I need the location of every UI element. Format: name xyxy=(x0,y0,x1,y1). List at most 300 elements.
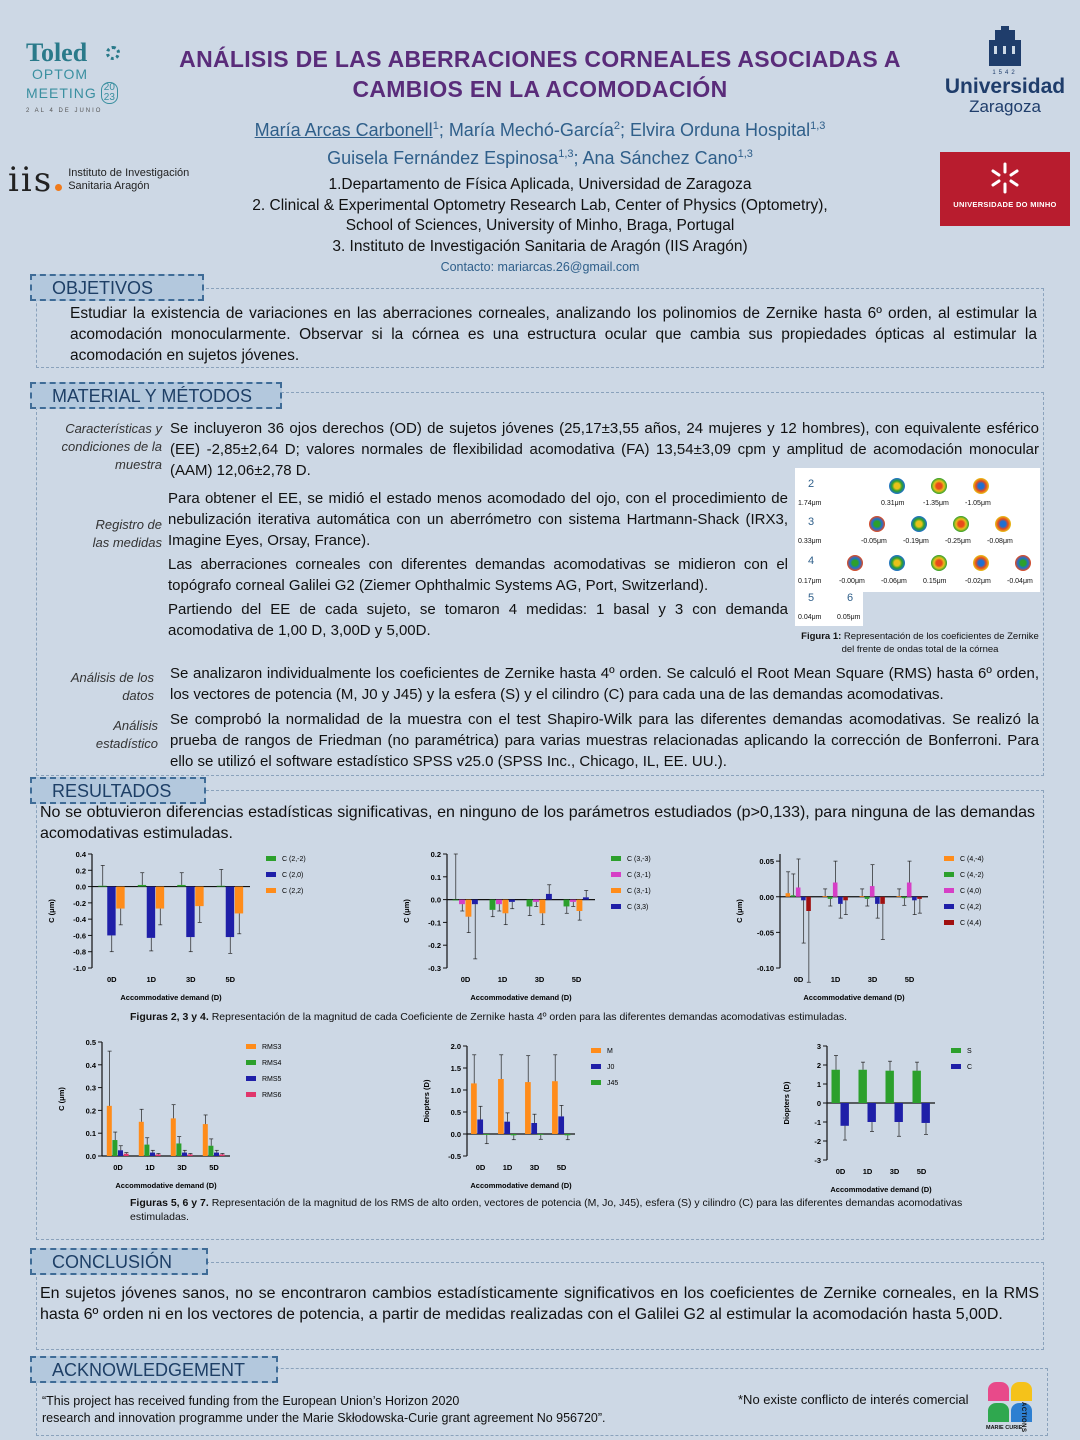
mca-face-icon xyxy=(1011,1382,1032,1401)
legend-swatch xyxy=(944,872,954,877)
zernike-map xyxy=(889,555,905,571)
y-tick-label: 0 xyxy=(816,1099,821,1108)
y-tick-label: -3 xyxy=(814,1156,821,1165)
affiliation-2b: School of Sciences, University of Minho, Braga, Portugal xyxy=(345,217,735,234)
fig1-val: 0.05μm xyxy=(837,614,861,621)
registro-label: Registro de las medidas xyxy=(92,517,162,550)
y-tick-label: 1.5 xyxy=(450,1064,461,1073)
y-tick-label: -0.05 xyxy=(756,928,774,938)
legend-swatch xyxy=(944,920,954,925)
bar xyxy=(171,1118,176,1156)
legend-label: C (2,2) xyxy=(282,888,304,895)
bar xyxy=(195,887,203,907)
bar xyxy=(466,900,472,917)
x-tick-label: 5D xyxy=(916,1167,927,1176)
author-1: María Arcas Carbonell xyxy=(254,120,433,140)
x-tick-label: 0D xyxy=(460,975,471,984)
bar xyxy=(832,1070,840,1103)
bar xyxy=(859,1070,867,1103)
toledo-logo-dates: 2 AL 4 DE JUNIO xyxy=(26,108,103,114)
bar xyxy=(902,897,907,898)
bar xyxy=(552,1081,558,1134)
figure-1 xyxy=(795,468,1040,626)
fig1-val: -0.06μm xyxy=(881,578,907,585)
bar xyxy=(226,887,234,937)
fig1-order-3: 3 xyxy=(808,516,815,528)
legend-label: C (3,-1) xyxy=(627,888,651,895)
x-tick-label: 0D xyxy=(475,1163,486,1172)
bar xyxy=(897,896,902,897)
toledo-year-2: 23 xyxy=(103,92,115,103)
legend-swatch xyxy=(611,888,621,893)
mca-face-icon xyxy=(988,1403,1009,1422)
bar xyxy=(865,897,870,899)
mca-face-icon xyxy=(988,1382,1009,1401)
fig1-val: 0.17μm xyxy=(798,578,822,585)
author-4-sup: 1,3 xyxy=(558,148,574,160)
bar xyxy=(823,896,828,897)
legend-label: RMS5 xyxy=(262,1076,282,1083)
x-tick-label: 0D xyxy=(106,975,117,984)
x-axis-label: Accommodative demand (D) xyxy=(120,993,222,1002)
bar xyxy=(453,900,459,901)
unizar-year: 1542 xyxy=(992,70,1018,76)
y-axis-label: Diopters (D) xyxy=(782,1081,791,1125)
x-tick-label: 3D xyxy=(534,975,545,984)
bar xyxy=(558,1116,564,1134)
bar xyxy=(124,1154,129,1156)
bar xyxy=(147,887,155,938)
bar xyxy=(868,1103,876,1122)
legend-label: M xyxy=(607,1048,613,1055)
legend-label: C (3,3) xyxy=(627,904,649,911)
legend-label: S xyxy=(967,1048,972,1055)
bar xyxy=(527,900,533,907)
affiliation-3: 3. Instituto de Investigación Sanitaria de Aragón (IIS Aragón) xyxy=(332,237,748,255)
legend-swatch xyxy=(266,856,276,861)
bar xyxy=(540,900,546,914)
bar xyxy=(907,883,912,897)
legend-label: RMS6 xyxy=(262,1092,282,1099)
y-tick-label: -0.1 xyxy=(428,918,441,928)
bar xyxy=(138,885,146,887)
bar xyxy=(791,895,796,896)
bar xyxy=(504,1122,510,1134)
minho-logo xyxy=(940,152,1070,226)
x-axis-label: Accommodative demand (D) xyxy=(470,993,572,1002)
legend-swatch xyxy=(591,1064,601,1069)
y-tick-label: 0.0 xyxy=(75,882,86,892)
figure-1-caption-text: Representación de los coeficientes de Zernike del frente de ondas total de la córnea xyxy=(841,631,1039,655)
y-tick-label: 0.5 xyxy=(450,1108,461,1117)
x-tick-label: 0D xyxy=(793,975,804,984)
estadistico-text: Se comprobó la normalidad de la muestra con el test Shapiro-Wilk para las diferentes demandas acomodativas. Se realizó la prueba de rangos de Friedman (no paramétrica) para varias muestras relacionadas aplicando la corrección de Bonferroni. Para ello se utilizó el software estadístico SPSS v25.0 (SPSS Inc., Chicago, IL, EE. UU.). xyxy=(170,711,1039,770)
legend-swatch xyxy=(951,1064,961,1069)
bar xyxy=(144,1145,149,1156)
iisa-line-1: Instituto de Investigación xyxy=(68,167,190,179)
bar xyxy=(583,897,589,899)
x-axis-label: Accommodative demand (D) xyxy=(830,1185,932,1194)
muestra-label: Características y condiciones de la muestra xyxy=(61,421,162,472)
legend-label: C (4,-4) xyxy=(960,856,984,863)
bar xyxy=(917,897,922,899)
legend-swatch xyxy=(944,904,954,909)
mca-side-text: ACTIONS xyxy=(1020,1402,1026,1433)
bar xyxy=(546,894,552,900)
fig1-order-4: 4 xyxy=(808,555,815,567)
unizar-building-icon xyxy=(985,26,1025,70)
y-tick-label: -0.6 xyxy=(73,931,86,941)
x-tick-label: 5D xyxy=(571,975,582,984)
iisa-logo xyxy=(8,150,228,210)
bar xyxy=(186,887,194,937)
contact-email: Contacto: mariarcas.26@gmail.com xyxy=(440,260,640,274)
legend-label: J45 xyxy=(607,1080,619,1087)
author-2: ; María Mechó-García xyxy=(438,120,614,140)
zernike-map xyxy=(931,555,947,571)
x-axis-label: Accommodative demand (D) xyxy=(803,993,905,1002)
bar xyxy=(564,900,570,907)
legend-label: RMS3 xyxy=(262,1044,282,1051)
fig1-val: -0.00μm xyxy=(839,578,865,585)
legend-swatch xyxy=(266,872,276,877)
bar xyxy=(922,1103,930,1123)
bar xyxy=(860,896,865,897)
bar xyxy=(107,1106,112,1156)
y-tick-label: 0.2 xyxy=(75,866,86,876)
title-line-2: CAMBIOS EN LA ACOMODACIÓN xyxy=(352,76,728,102)
caption-1-text: Representación de la magnitud de cada Coeficiente de Zernike hasta 4º orden para las diferentes demandas acomodativas estimuladas. xyxy=(208,1011,848,1023)
bar xyxy=(188,1154,193,1156)
minho-text: UNIVERSIDADE DO MINHO xyxy=(953,200,1057,209)
bar xyxy=(838,897,843,904)
bar xyxy=(828,897,833,899)
bar xyxy=(577,900,583,911)
y-tick-label: 0.1 xyxy=(430,872,441,882)
fig1-order-2: 2 xyxy=(808,478,815,490)
chart-fig3 xyxy=(395,842,715,1004)
affiliation-2: 2. Clinical & Experimental Optometry Research Lab, Center of Physics (Optometry), xyxy=(252,196,828,214)
bar xyxy=(806,897,811,911)
bar xyxy=(182,1153,187,1156)
legend-label: C (4,2) xyxy=(960,904,982,911)
y-tick-label: -0.2 xyxy=(73,898,86,908)
bar xyxy=(471,1083,477,1134)
zernike-map xyxy=(1015,555,1031,571)
ack-line-1: “This project has received funding from the European Union’s Horizon 2020 xyxy=(42,1394,460,1408)
bar xyxy=(217,886,225,887)
legend-swatch xyxy=(246,1060,256,1065)
y-tick-label: -0.2 xyxy=(428,941,441,951)
x-axis-label: Accommodative demand (D) xyxy=(115,1181,217,1190)
y-tick-label: 2.0 xyxy=(450,1042,461,1051)
x-tick-label: 1D xyxy=(146,975,157,984)
bar xyxy=(220,1154,225,1156)
legend-label: RMS4 xyxy=(262,1060,282,1067)
ack-text xyxy=(42,1393,742,1427)
legend-label: C xyxy=(967,1064,973,1071)
toledo-logo-year xyxy=(101,82,118,104)
bar xyxy=(570,900,576,902)
bar xyxy=(509,900,515,902)
legend-label: C (3,-3) xyxy=(627,856,651,863)
author-2-sup: 2 xyxy=(613,120,620,132)
bar xyxy=(156,887,164,909)
bar xyxy=(116,887,124,909)
bar xyxy=(801,897,806,901)
fig1-val: -1.35μm xyxy=(923,500,949,507)
x-tick-label: 1D xyxy=(862,1167,873,1176)
bar xyxy=(98,886,106,887)
iisa-dot-icon xyxy=(55,184,62,191)
bar xyxy=(112,1140,117,1156)
y-tick-label: 0.1 xyxy=(85,1129,96,1139)
conflict-note: *No existe conflicto de interés comercial xyxy=(738,1392,969,1407)
bar xyxy=(565,1134,571,1135)
unizar-name: Universidad xyxy=(944,75,1066,98)
bar xyxy=(833,883,838,897)
author-4: Guisela Fernández Espinosa xyxy=(327,148,559,168)
caption-2-label: Figuras 5, 6 y 7. xyxy=(130,1197,209,1209)
legend-swatch xyxy=(944,888,954,893)
author-5-sup: 1,3 xyxy=(737,148,753,160)
legend-swatch xyxy=(611,856,621,861)
y-tick-label: 0.0 xyxy=(85,1152,96,1161)
legend-swatch xyxy=(246,1092,256,1097)
analisis-label: Análisis de los datos xyxy=(70,670,154,703)
y-tick-label: -0.4 xyxy=(73,915,86,925)
analisis-text: Se analizaron individualmente los coeficientes de Zernike hasta 4º orden. Se calculó el Root Mean Square (RMS) hasta 6º orden, los vectores de potencia (M, J0 y J45) y la esfera (S) y el cilindro (C) para cada una de las demandas acomodativas. xyxy=(170,665,1039,703)
legend-label: C (2,-2) xyxy=(282,856,306,863)
x-tick-label: 1D xyxy=(145,1163,155,1172)
y-axis-label: Diopters (D) xyxy=(422,1079,431,1123)
bar xyxy=(177,885,185,887)
legend-swatch xyxy=(611,904,621,909)
chart-fig4 xyxy=(728,842,1048,1004)
bar xyxy=(886,1071,894,1103)
bar xyxy=(533,900,539,902)
toledo-logo-optom: OPTOM xyxy=(32,66,89,82)
chart-fig7 xyxy=(775,1034,1055,1196)
legend-label: C (2,0) xyxy=(282,872,304,879)
ack-heading: ACKNOWLEDGEMENT xyxy=(30,1356,278,1383)
y-tick-label: 1.0 xyxy=(450,1086,461,1095)
x-tick-label: 3D xyxy=(177,1163,187,1172)
registro-p1: Para obtener el EE, se midió el estado menos acomodado del ojo, con el procedimiento de nebulización iterativa automática con un aberrómetro con sistema Hartmann-Shack (IRX3, Imagine Eyes, Orsay, France). xyxy=(168,490,788,549)
fig1-val: -0.25μm xyxy=(945,538,971,545)
bar xyxy=(531,1123,537,1134)
minho-star-icon xyxy=(985,158,1025,198)
author-3-sup: 1,3 xyxy=(810,120,826,132)
legend-swatch xyxy=(246,1076,256,1081)
y-tick-label: -0.8 xyxy=(73,947,86,957)
bar xyxy=(214,1153,219,1156)
bar xyxy=(895,1103,903,1122)
bar xyxy=(484,1134,490,1135)
x-tick-label: 3D xyxy=(889,1167,900,1176)
legend-swatch xyxy=(951,1048,961,1053)
zernike-map xyxy=(847,555,863,571)
x-tick-label: 1D xyxy=(502,1163,513,1172)
bar xyxy=(139,1122,144,1156)
toledo-logo-meeting: MEETING xyxy=(26,85,97,101)
bar xyxy=(490,900,496,910)
legend-label: C (4,4) xyxy=(960,920,982,927)
toledo-logo-title: Toled xyxy=(26,38,88,67)
x-tick-label: 0D xyxy=(113,1163,123,1172)
conclusion-text: En sujetos jóvenes sanos, no se encontraron cambios estadísticamente significativos en los coeficientes de Zernike corneales, en la RMS hasta 6º orden ni en los vectores de potencia, a partir de medidas realizadas con el Galilei G2 al estimular la acomodación hasta 5,00D. xyxy=(40,1285,1039,1323)
title-line-1: ANÁLISIS DE LAS ABERRACIONES CORNEALES ASOCIADAS A xyxy=(179,46,901,72)
legend-label: C (4,-2) xyxy=(960,872,984,879)
bar xyxy=(459,900,465,905)
x-tick-label: 5D xyxy=(225,975,236,984)
fig1-val: -0.04μm xyxy=(1007,578,1033,585)
x-tick-label: 3D xyxy=(185,975,196,984)
fig1-val: 1.74μm xyxy=(798,500,822,507)
figures-5-7-caption xyxy=(130,1196,1010,1224)
bar xyxy=(118,1150,123,1156)
affiliations xyxy=(200,175,880,257)
toledo-year-1: 20 xyxy=(103,82,115,93)
bar xyxy=(786,893,791,897)
bar xyxy=(841,1103,849,1126)
zernike-map xyxy=(931,478,947,494)
zernike-map xyxy=(973,555,989,571)
x-tick-label: 3D xyxy=(529,1163,540,1172)
figure-1-caption-label: Figura 1: xyxy=(801,631,842,642)
figure-1-caption xyxy=(800,630,1040,656)
bar xyxy=(107,887,115,936)
legend-swatch xyxy=(266,888,276,893)
fig1-order-5: 5 xyxy=(808,592,815,604)
zernike-map xyxy=(889,478,905,494)
unizar-city: Zaragoza xyxy=(969,97,1041,116)
legend-swatch xyxy=(944,856,954,861)
metodos-heading: MATERIAL Y MÉTODOS xyxy=(30,382,282,409)
y-axis-label: C (μm) xyxy=(57,1087,66,1111)
caption-2-text: Representación de la magnitud de los RMS de alto orden, vectores de potencia (M, Jo, J45), esfera (S) y cilindro (C) para las diferentes demandas acomodativas estimuladas. xyxy=(130,1197,963,1223)
x-axis-label: Accommodative demand (D) xyxy=(470,1181,572,1190)
x-tick-label: 3D xyxy=(867,975,878,984)
bar xyxy=(203,1124,208,1156)
legend-label: J0 xyxy=(607,1064,615,1071)
objetivos-text: Estudiar la existencia de variaciones en las aberraciones corneales, analizando los polinomios de Zernike hasta 6º orden, al estimular la acomodación monocularmente. Observar si la córnea es una estructura ocular que cambia sus propiedades ópticas al estimular la acomodación en sujetos jóvenes. xyxy=(70,305,1037,364)
y-tick-label: -1.0 xyxy=(73,964,86,973)
bar xyxy=(875,897,880,904)
bar xyxy=(503,900,509,914)
poster-title xyxy=(140,44,940,104)
fig1-order-6: 6 xyxy=(847,592,854,604)
iisa-line-2: Sanitaria Aragón xyxy=(68,180,150,192)
author-1-sup: 1 xyxy=(432,120,439,132)
ack-line-2: research and innovation programme under the Marie Skłodowska-Curie grant agreement No 956720”. xyxy=(42,1411,606,1425)
zernike-map xyxy=(869,516,885,532)
zernike-map xyxy=(973,478,989,494)
bar xyxy=(912,897,917,901)
legend-label: C (3,-1) xyxy=(627,872,651,879)
toledo-logo-sun-icon xyxy=(106,46,120,60)
muestra-text: Se incluyeron 36 ojos derechos (OD) de sujetos jóvenes (25,17±3,55 años, 24 mujeres y 12 hombres), con equivalente esférico (EE) -2,85±2,64 D; valores normales de flexibilidad acomodativa (FA) 13,54±3,09 cpm y amplitud de acomodación monocular (AAM) 12,06±2,78 D. xyxy=(170,420,1039,479)
bar xyxy=(208,1146,213,1156)
x-tick-label: 1D xyxy=(830,975,841,984)
fig1-val: 0.33μm xyxy=(798,538,822,545)
y-tick-label: 0.2 xyxy=(85,1106,96,1116)
y-tick-label: 0.0 xyxy=(450,1130,461,1139)
resultados-text: No se obtuvieron diferencias estadísticas significativas, en ninguno de los parámetros estudiados (p>0,133), para ninguna de las demandas acomodativas estimuladas. xyxy=(40,804,1035,842)
registro-p2: Las aberraciones corneales con diferentes demandas acomodativas se midieron con el topógrafo corneal Galilei G2 (Ziemer Ophthalmic Systems AG, Port, Switzerland). xyxy=(168,556,788,594)
fig1-val: -0.19μm xyxy=(903,538,929,545)
zernike-map xyxy=(995,516,1011,532)
bar xyxy=(496,900,502,905)
figures-2-4-caption xyxy=(130,1010,1010,1024)
legend-swatch xyxy=(591,1048,601,1053)
bar xyxy=(525,1082,531,1134)
fig1-val: -0.08μm xyxy=(987,538,1013,545)
authors xyxy=(160,114,920,170)
mca-bottom-text: MARIE CURIE xyxy=(986,1425,1023,1431)
fig1-val: -1.05μm xyxy=(965,500,991,507)
chart-fig2 xyxy=(40,842,370,1004)
y-tick-label: -2 xyxy=(814,1137,821,1146)
chart-fig5 xyxy=(50,1030,350,1192)
bar xyxy=(150,1153,155,1156)
bar xyxy=(870,886,875,897)
unizar-logo xyxy=(940,26,1070,121)
legend-swatch xyxy=(611,872,621,877)
y-tick-label: -0.5 xyxy=(448,1152,461,1161)
y-tick-label: -0.10 xyxy=(756,964,774,973)
y-tick-label: 0.5 xyxy=(85,1038,96,1047)
bar xyxy=(843,897,848,901)
x-tick-label: 0D xyxy=(835,1167,846,1176)
fig1-val: -0.05μm xyxy=(861,538,887,545)
iisa-mark: iis xyxy=(8,160,54,200)
registro-p3: Partiendo del EE de cada sujeto, se tomaron 4 medidas: 1 basal y 3 con demanda acomodativa de 1,00 D, 3,00D y 5,00D. xyxy=(168,601,788,639)
y-tick-label: 2 xyxy=(816,1061,821,1070)
bar xyxy=(472,900,478,905)
bar xyxy=(913,1071,921,1103)
caption-1-label: Figuras 2, 3 y 4. xyxy=(130,1011,209,1023)
fig1-val: 0.31μm xyxy=(881,500,905,507)
bar xyxy=(477,1119,483,1134)
x-tick-label: 5D xyxy=(904,975,915,984)
x-tick-label: 1D xyxy=(497,975,508,984)
chart-fig6 xyxy=(415,1034,695,1192)
y-tick-label: 0.3 xyxy=(85,1083,96,1093)
y-tick-label: 0.00 xyxy=(759,892,774,902)
bar xyxy=(796,887,801,896)
y-axis-label: C (μm) xyxy=(47,899,56,923)
resultados-heading: RESULTADOS xyxy=(30,777,206,804)
x-tick-label: 5D xyxy=(209,1163,219,1172)
legend-swatch xyxy=(246,1044,256,1049)
bar xyxy=(511,1134,517,1135)
y-tick-label: 0.4 xyxy=(85,1060,96,1070)
bar xyxy=(176,1143,181,1156)
y-tick-label: 1 xyxy=(816,1080,821,1089)
fig1-val: -0.02μm xyxy=(965,578,991,585)
y-tick-label: -0.3 xyxy=(428,964,441,973)
objetivos-heading: OBJETIVOS xyxy=(30,274,204,301)
x-tick-label: 5D xyxy=(556,1163,567,1172)
bar xyxy=(880,897,885,904)
bar xyxy=(538,1134,544,1135)
mca-logo xyxy=(986,1380,1044,1436)
y-tick-label: 0.0 xyxy=(430,895,441,905)
bar xyxy=(156,1154,161,1156)
y-tick-label: 0.4 xyxy=(75,850,86,859)
toledo-logo xyxy=(26,40,136,122)
